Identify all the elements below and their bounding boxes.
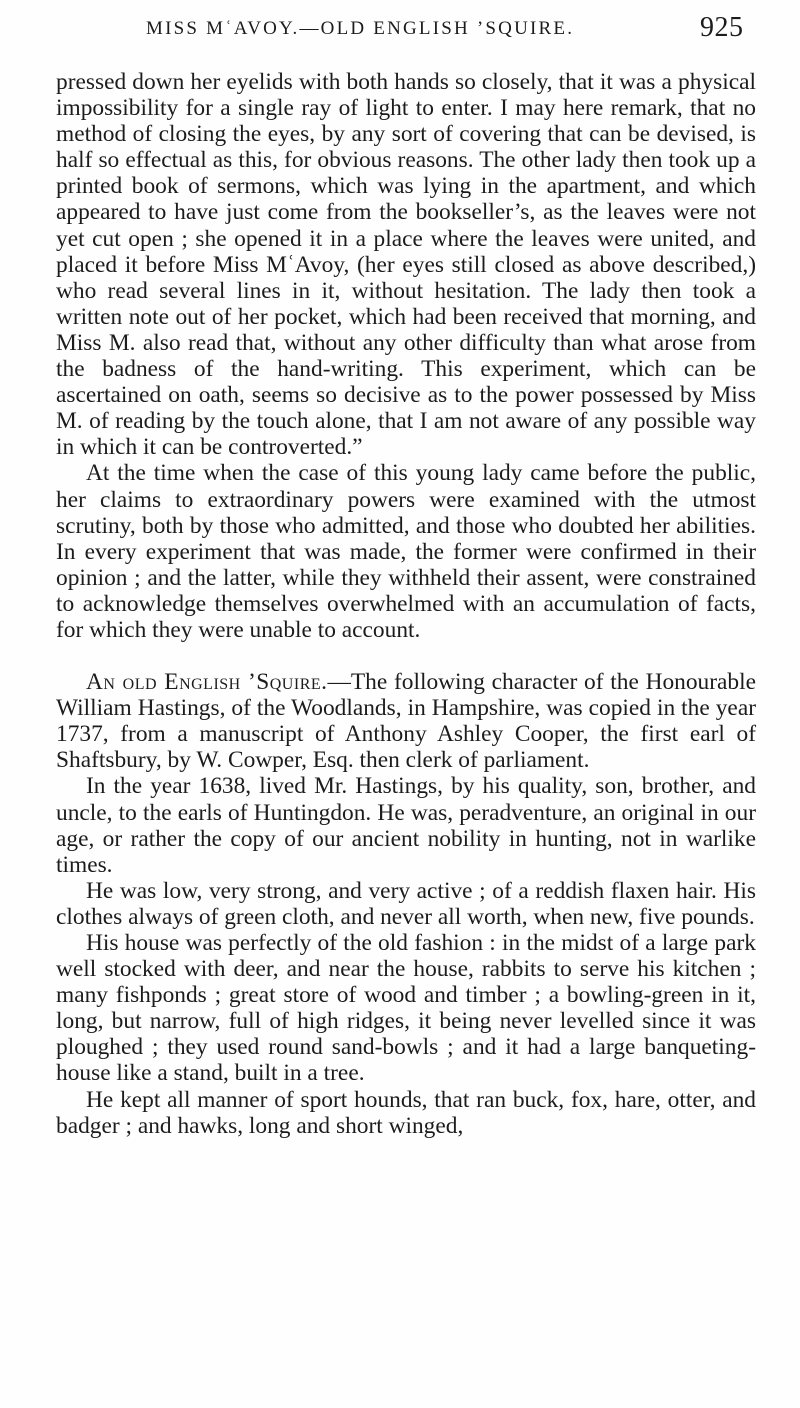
paragraph-scrutiny: At the time when the case of this young lady came before the public, her claims to extraordinary powers were examined with the utmost scrutiny, both by those who admitted, and those who doubted her abilities. In every experiment that was made, the former were confirmed in their opinion ; and the latter, while they withheld their assent, were constrained to acknowledge themselves overwhelmed with an accumulation of facts, for which they were unable to account. (56, 460, 756, 643)
paragraph-hounds: He kept all manner of sport hounds, that ran buck, fox, hare, otter, and badger ; and hawks, long and short winged, (56, 1086, 756, 1139)
section-heading: An old English ’Squire. (86, 669, 328, 696)
paragraph-house: His house was perfectly of the old fashion : in the midst of a large park well stocked with deer, and near the house, rabbits to serve his kitchen ; many fishponds ; great store of wood and timber ; a bowling-green in it, long, but narrow, full of high ridges, it being never levelled since it was ploughed ; they used round sand-bowls ; and it had a large banqueting-house like a stand, built in a tree. (56, 930, 756, 1087)
paragraph-hastings-intro: In the year 1638, lived Mr. Hastings, by his quality, son, brother, and uncle, to the earls of Huntingdon. He was, peradventure, an original in our age, or rather the copy of our ancient nobility in hunting, not in warlike times. (56, 773, 756, 878)
paragraph-appearance: He was low, very strong, and very active ; of a reddish flaxen hair. His clothes always of green cloth, and never all worth, when new, five pounds. (56, 877, 756, 930)
body-text (56, 69, 756, 1139)
page-number: 925 (700, 12, 744, 43)
section-intro-text: —The following character of the Honourable William Hastings, of the Woodlands, in Hampshire, was copied in the year 1737, from a manuscript of Anthony Ashley Cooper, the first earl of Shaftsbury, by W. Cowper, Esq. then clerk of parliament. (56, 669, 756, 774)
running-head: MISS MʿAVOY.—OLD ENGLISH ’SQUIRE. (146, 18, 575, 39)
paragraph-continued: pressed down her eyelids with both hands so closely, that it was a physical impossibility for a single ray of light to enter. I may here remark, that no method of closing the eyes, by any sort of covering that can be devised, is half so effectual as this, for obvious reasons. The other lady then took up a printed book of sermons, which was lying in the apartment, and which appeared to have just come from the bookseller’s, as the leaves were not yet cut open ; she opened it in a place where the leaves were united, and placed it before Miss MʿAvoy, (her eyes still closed as above described,) who read several lines in it, without hesitation. The lady then took a written note out of her pocket, which had been received that morning, and Miss M. also read that, without any other difficulty than what arose from the badness of the hand-writing. This experiment, which can be ascertained on oath, seems so decisive as to the power possessed by Miss M. of reading by the touch alone, that I am not aware of any possible way in which it can be controverted.” (56, 69, 756, 461)
paragraph-section-start (56, 669, 756, 773)
